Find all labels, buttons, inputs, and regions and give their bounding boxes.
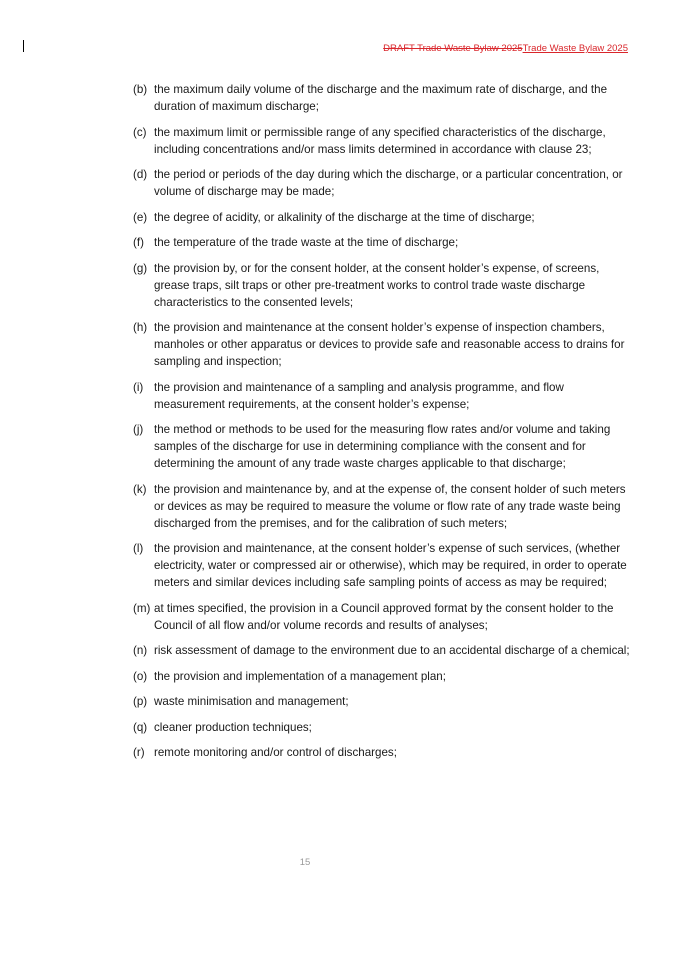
clause-text: cleaner production techniques; — [154, 720, 312, 734]
clause-item — [133, 209, 633, 226]
clause-marker: (e) — [133, 210, 148, 224]
clause-text: remote monitoring and/or control of discharges; — [154, 746, 397, 759]
clause-marker: (r) — [133, 746, 145, 759]
clause-marker: (b) — [133, 83, 148, 96]
clause-text: waste minimisation and management; — [154, 695, 349, 708]
clause-marker: (g) — [133, 261, 148, 275]
clause-text: the period or periods of the day during which the discharge, or a particular concentration, or volume of discharge may be made; — [154, 168, 623, 198]
clause-item — [133, 481, 633, 532]
clause-item — [133, 124, 633, 158]
clause-text: the temperature of the trade waste at the time of discharge; — [154, 236, 459, 249]
clause-item — [133, 166, 633, 200]
revision-change-bar — [23, 40, 24, 52]
clause-item — [133, 260, 633, 311]
clause-marker: (j) — [133, 423, 144, 436]
clause-text: risk assessment of damage to the environment due to an accidental discharge of a chemical; — [154, 644, 630, 657]
clause-item — [133, 540, 633, 591]
clause-marker: (d) — [133, 168, 148, 181]
clause-text: the provision and implementation of a management plan; — [154, 669, 446, 683]
clause-list — [133, 81, 633, 770]
clause-marker: (o) — [133, 669, 148, 683]
clause-text: the method or methods to be used for the measuring flow rates and/or volume and taking samples of the discharge for use in determining compliance with the consent and for determining the amount of any trade waste charges applicable to that discharge; — [154, 423, 611, 470]
clause-marker: (c) — [133, 125, 147, 139]
clause-item — [133, 234, 633, 251]
header-inserted-title: Trade Waste Bylaw 2025 — [522, 43, 628, 54]
header-deleted-title: DRAFT Trade Waste Bylaw 2025 — [383, 43, 523, 54]
clause-item — [133, 81, 633, 115]
clause-text: the maximum limit or permissible range of any specified characteristics of the discharge, including concentrations and/or mass limits determined in accordance with clause 23; — [154, 125, 606, 156]
clause-marker: (p) — [133, 695, 148, 708]
clause-text: the provision and maintenance at the consent holder’s expense of inspection chambers, manholes or other apparatus or devices to provide safe and reasonable access to drains for sampling and inspection; — [154, 321, 625, 368]
clause-marker: (n) — [133, 644, 148, 657]
clause-text: the provision and maintenance of a sampling and analysis programme, and flow measurement requirements, at the consent holder’s expense; — [154, 380, 564, 411]
clause-text: at times specified, the provision in a Council approved format by the consent holder to the Council of all flow and/or volume records and results of analyses; — [154, 601, 614, 632]
clause-marker: (q) — [133, 720, 148, 734]
clause-text: the maximum daily volume of the discharge and the maximum rate of discharge, and the duration of maximum discharge; — [154, 83, 608, 113]
clause-marker: (m) — [133, 601, 151, 615]
clause-item — [133, 693, 633, 710]
clause-marker: (i) — [133, 380, 144, 394]
clause-marker: (h) — [133, 321, 148, 334]
page-number: 15 — [299, 857, 311, 868]
clause-text: the provision and maintenance by, and at the expense of, the consent holder of such meters or devices as may be required to measure the volume or flow rate of any trade waste being discharged from the premises, and for the calibration of such meters; — [154, 482, 626, 530]
clause-item — [133, 600, 633, 634]
clause-text: the provision by, or for the consent holder, at the consent holder’s expense, of screens, grease traps, silt traps or other pre-treatment works to control trade waste discharge characteristics to the consented levels; — [154, 261, 600, 309]
clause-marker: (f) — [133, 236, 144, 249]
page-header — [383, 43, 628, 55]
clause-item — [133, 668, 633, 685]
clause-item — [133, 319, 633, 370]
clause-marker: (k) — [133, 482, 147, 496]
clause-item — [133, 744, 633, 761]
clause-item — [133, 642, 633, 659]
clause-item — [133, 421, 633, 472]
clause-text: the provision and maintenance, at the consent holder’s expense of such services, (whether electricity, water or compressed air or otherwise), which may be required, in order to operate meters and similar devices including safe sampling points of access as may be required; — [154, 542, 627, 589]
clause-text: the degree of acidity, or alkalinity of the discharge at the time of discharge; — [154, 210, 535, 224]
clause-item — [133, 719, 633, 736]
clause-item — [133, 379, 633, 413]
clause-marker: (l) — [133, 542, 144, 555]
